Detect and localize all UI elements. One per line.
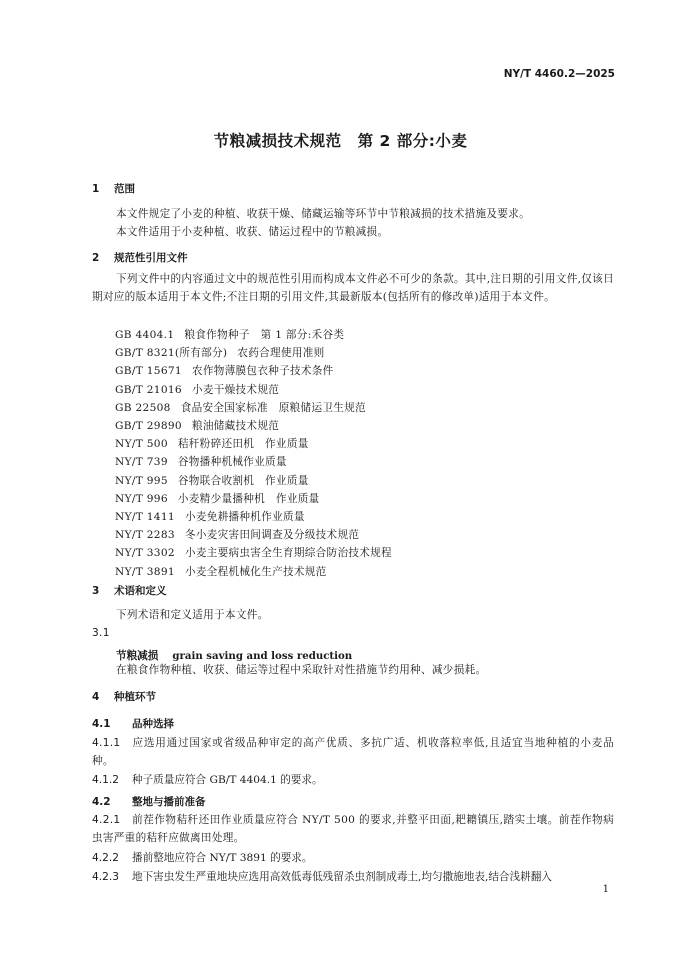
section-title: 品种选择 [132, 718, 174, 730]
reference-item [115, 327, 344, 342]
reference-title: 谷物联合收割机 作业质量 [177, 474, 309, 487]
reference-title: 谷物播种机械作业质量 [177, 456, 287, 469]
reference-item [115, 418, 279, 433]
paragraph: 本文件规定了小麦的种植、收获干燥、储藏运输等环节中节粮减损的技术措施及要求。 [116, 208, 530, 220]
standard-code: NY/T 4460.2—2025 [503, 68, 615, 80]
term-entry [116, 644, 352, 663]
reference-item [115, 454, 287, 469]
reference-item [115, 509, 305, 524]
clause-4-1-1: 4.1.1 应选用通过国家或省级品种审定的高产优质、多抗广适、机收落粒率低,且适宜当地种植的小麦品种。 [92, 737, 614, 767]
clause-4-2-1: 4.2.1 前茬作物秸秆还田作业质量应符合 NY/T 500 的要求,并整平田面,耙耱镇压,踏实土壤。前茬作物病虫害严重的秸秆应做离田处理。 [92, 814, 614, 844]
reference-item [115, 564, 327, 579]
paragraph: 下列文件中的内容通过文中的规范性引用而构成本文件必不可少的条款。其中,注日期的引用文件,仅该日期对应的版本适用于本文件;不注日期的引用文件,其最新版本(包括所有的修改单)适用于本文件。 [92, 273, 614, 303]
reference-code: NY/T 995 [115, 474, 168, 487]
section-2-heading [92, 250, 188, 265]
reference-code: NY/T 500 [115, 438, 168, 451]
reference-title: 小麦干燥技术规范 [191, 383, 280, 396]
reference-item [115, 473, 309, 488]
section-title: 种植环节 [114, 691, 156, 703]
term-definition: 在粮食作物种植、收获、储运等过程中采取针对性措施节约用种、减少损耗。 [116, 664, 487, 676]
reference-title: 小麦主要病虫害全生育期综合防治技术规程 [184, 547, 392, 560]
reference-code: GB 22508 [115, 401, 171, 414]
section-4-heading [92, 689, 156, 704]
reference-code: GB 4404.1 [115, 329, 175, 341]
reference-code: NY/T 2283 [115, 529, 175, 542]
section-number: 4.1 [92, 718, 111, 730]
reference-title: 冬小麦灾害田间调查及分级技术规范 [184, 529, 360, 542]
section-title: 范围 [114, 183, 135, 195]
reference-code: NY/T 996 [115, 492, 168, 505]
term-english: grain saving and loss reduction [172, 650, 353, 662]
section-1-heading [92, 181, 135, 196]
reference-code: GB/T 15671 [115, 365, 182, 378]
subsection-4-2-heading [92, 794, 206, 809]
reference-code: NY/T 3302 [115, 547, 175, 560]
reference-code: NY/T 739 [115, 456, 168, 469]
section-number: 2 [92, 252, 100, 264]
reference-title: 粮食作物种子 第 1 部分:禾谷类 [184, 329, 345, 341]
reference-code: NY/T 1411 [115, 511, 175, 523]
reference-code: NY/T 3891 [115, 565, 175, 578]
reference-item [115, 400, 366, 415]
reference-code: GB/T 29890 [115, 420, 182, 432]
reference-title: 农药合理使用准则 [237, 347, 325, 360]
term-number: 3.1 [92, 627, 110, 639]
reference-item [115, 382, 279, 397]
reference-title: 小麦精少量播种机 作业质量 [177, 492, 320, 505]
reference-title: 粮油储藏技术规范 [191, 420, 280, 432]
reference-title: 小麦全程机械化生产技术规范 [184, 565, 327, 578]
page-number: 1 [602, 884, 609, 895]
clause-4-1-2: 4.1.2 种子质量应符合 GB/T 4404.1 的要求。 [92, 774, 323, 786]
section-number: 4 [92, 691, 100, 703]
section-title: 整地与播前准备 [132, 796, 206, 808]
reference-title: 食品安全国家标准 原粮储运卫生规范 [180, 401, 366, 414]
clause-4-2-3: 4.2.3 地下害虫发生严重地块应选用高效低毒低残留杀虫剂制成毒土,均匀撒施地表,结合浅耕翻入 [92, 871, 552, 883]
reference-item [115, 491, 320, 506]
reference-code: GB/T 21016 [115, 383, 182, 396]
reference-item [115, 363, 334, 378]
section-number: 4.2 [92, 796, 111, 808]
reference-item [115, 527, 359, 542]
section-number: 3 [92, 585, 100, 597]
reference-item [115, 545, 392, 560]
reference-title: 农作物薄膜包衣种子技术条件 [191, 365, 334, 378]
section-3-heading [92, 583, 167, 598]
subsection-4-1-heading [92, 716, 174, 731]
reference-title: 秸秆粉碎还田机 作业质量 [177, 438, 309, 451]
section-number: 1 [92, 183, 100, 195]
document-title: 节粮减损技术规范 第 2 部分:小麦 [213, 132, 468, 150]
reference-code: GB/T 8321(所有部分) [115, 347, 228, 360]
reference-title: 小麦免耕播种机作业质量 [184, 511, 305, 523]
section-title: 规范性引用文件 [114, 252, 188, 264]
term-chinese: 节粮减损 [116, 650, 159, 662]
reference-item [115, 436, 309, 451]
reference-item [115, 345, 325, 360]
clause-4-2-2: 4.2.2 播前整地应符合 NY/T 3891 的要求。 [92, 852, 313, 864]
paragraph: 本文件适用于小麦种植、收获、储运过程中的节粮减损。 [116, 226, 389, 238]
paragraph: 下列术语和定义适用于本文件。 [116, 609, 269, 621]
section-title: 术语和定义 [114, 585, 167, 597]
